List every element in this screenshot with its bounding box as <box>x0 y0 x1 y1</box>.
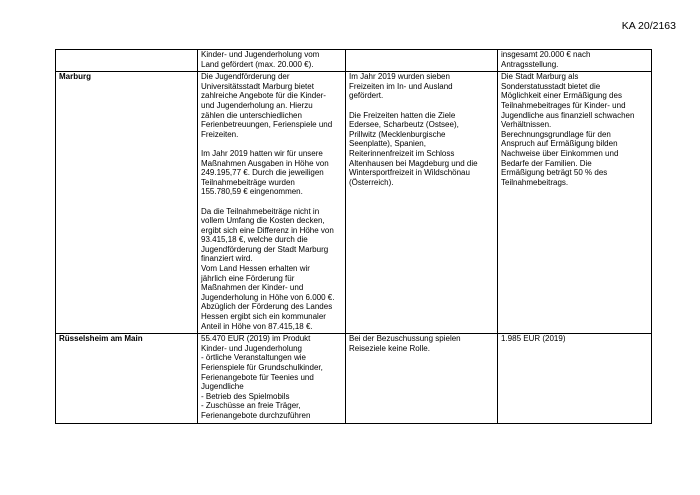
text-line: Anspruch auf Ermäßigung bilden <box>501 139 618 149</box>
text-line: Seenplatte), Spanien, <box>349 139 426 149</box>
text-line: Teilnahmebeiträge wurden <box>201 177 295 187</box>
text-line: Berechnungsgrundlage für den <box>501 129 611 139</box>
text-line: Kinder- und Jugenderholung <box>201 343 302 353</box>
text-line: Ferienspiele für Grundschulkinder, <box>201 363 323 372</box>
text-line: Universitätsstadt Marburg bietet <box>201 81 314 91</box>
table-row <box>56 50 652 72</box>
text-line: Jugenderholung in Höhe von 6.000 €. <box>201 292 335 302</box>
text-line: Maßnahmen der Kinder- und <box>201 283 304 293</box>
text-line: und Jugenderholung an. Hierzu <box>201 100 313 110</box>
text-line: Reiterinnenfreizeit im Schloss <box>349 148 455 158</box>
text-line: Kinder- und Jugenderholung vom <box>201 50 320 59</box>
reduction-cell <box>498 50 652 72</box>
text-line: Bei der Bezuschussung spielen <box>349 334 461 344</box>
funding-cell <box>198 72 346 334</box>
municipality-cell: Marburg <box>56 72 198 334</box>
text-line: Die Freizeiten hatten die Ziele <box>349 110 456 120</box>
text-line: (Österreich). <box>349 177 394 187</box>
text-line: Verhältnissen. <box>501 120 552 130</box>
text-line: jährlich eine Förderung für <box>201 273 295 283</box>
text-line: 155.780,59 € eingenommen. <box>201 187 303 197</box>
destinations-cell <box>346 50 498 72</box>
text-line: Die Jugendförderung der <box>201 72 290 82</box>
text-line: Antragsstellung. <box>501 59 559 69</box>
municipality-cell: Rüsselsheim am Main <box>56 334 198 423</box>
text-line: 1.985 EUR (2019) <box>501 334 566 344</box>
text-line: ergibt sich eine Differenz in Höhe von <box>201 225 334 235</box>
text-line: Im Jahr 2019 hatten wir für unsere <box>201 148 323 158</box>
text-line: Wintersportfreizeit in Wildschönau <box>349 168 470 178</box>
municipality-cell <box>56 50 198 72</box>
table-row <box>56 72 652 334</box>
text-line: Jugendförderung der Stadt Marburg <box>201 244 329 254</box>
text-line: Ferienangebote durchzuführen <box>201 410 311 420</box>
funding-cell <box>198 334 346 423</box>
text-line: Jugendliche aus finanziell schwachen <box>501 110 635 120</box>
text-line: - Zuschüsse an freie Träger, <box>201 401 301 411</box>
text-line: Teilnahmebeitrages für Kinder- und <box>501 100 626 110</box>
text-line: Ermäßigung beträgt 50 % des <box>501 168 608 178</box>
text-line: gefördert. <box>349 91 384 101</box>
text-line: Die Stadt Marburg als <box>501 72 579 82</box>
text-line: Land gefördert (max. 20.000 €). <box>201 59 314 69</box>
text-line: 249.195,77 €. Durch die jeweiligen <box>201 168 324 178</box>
text-line: Ferienangebote für Teenies und <box>201 372 314 382</box>
text-line: Vom Land Hessen erhalten wir <box>201 264 310 274</box>
text-line: Teilnahmebeitrags. <box>501 177 569 187</box>
municipality-table <box>55 49 652 424</box>
reduction-cell <box>498 334 652 423</box>
text-line: Bedarfe der Familien. Die <box>501 158 592 168</box>
text-line: 55.470 EUR (2019) im Produkt <box>201 334 311 344</box>
text-line: Ferienbetreuungen, Ferienspiele und <box>201 120 333 130</box>
text-line: Möglichkeit einer Ermäßigung des <box>501 91 622 101</box>
text-line: Jugendliche <box>201 382 244 392</box>
text-line: Im Jahr 2019 wurden sieben <box>349 72 450 82</box>
text-line: Nachweise über Einkommen und <box>501 148 619 158</box>
text-line: Prillwitz (Mecklenburgische <box>349 129 446 139</box>
destinations-cell <box>346 334 498 423</box>
paragraph-gap <box>201 197 342 207</box>
text-line: Freizeiten. <box>201 129 239 139</box>
text-line: Anteil in Höhe von 87.415,18 €. <box>201 321 313 331</box>
funding-cell <box>198 50 346 72</box>
text-line: finanziert wird. <box>201 254 253 264</box>
text-line: Sonderstatusstadt bietet die <box>501 81 601 91</box>
text-line: zahlreiche Angebote für die Kinder- <box>201 91 326 101</box>
text-line: - örtliche Veranstaltungen wie <box>201 353 306 363</box>
paragraph-gap <box>349 101 494 111</box>
document-reference: KA 20/2163 <box>621 20 676 32</box>
text-line: Altenhausen bei Magdeburg und die <box>349 158 478 168</box>
text-line: Hessen ergibt sich ein kommunaler <box>201 312 326 322</box>
text-line: Freizeiten im In- und Ausland <box>349 81 453 91</box>
text-line: vollem Umfang die Kosten decken, <box>201 216 325 226</box>
destinations-cell <box>346 72 498 334</box>
table-row <box>56 334 652 423</box>
paragraph-gap <box>201 139 342 149</box>
text-line: 93.415,18 €, welche durch die <box>201 235 308 245</box>
text-line: zählen die unterschiedlichen <box>201 110 302 120</box>
text-line: Reiseziele keine Rolle. <box>349 343 430 353</box>
text-line: insgesamt 20.000 € nach <box>501 50 591 59</box>
text-line: Maßnahmen Ausgaben in Höhe von <box>201 158 329 168</box>
text-line: Abzüglich der Förderung des Landes <box>201 302 333 312</box>
text-line: Da die Teilnahmebeiträge nicht in <box>201 206 320 216</box>
text-line: Edersee, Scharbeutz (Ostsee), <box>349 120 459 130</box>
text-line: - Betrieb des Spielmobils <box>201 391 290 401</box>
reduction-cell <box>498 72 652 334</box>
